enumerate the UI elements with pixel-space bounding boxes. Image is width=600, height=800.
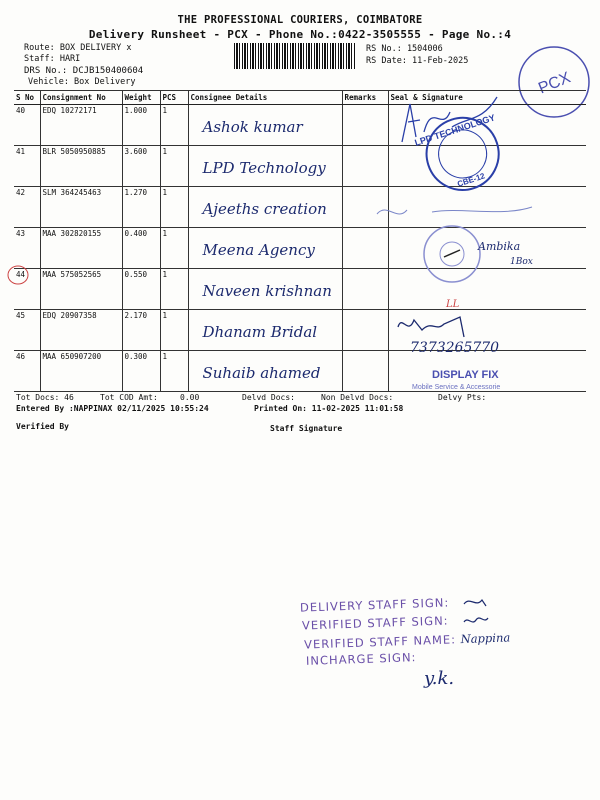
runsheet-subtitle: Delivery Runsheet - PCX - Phone No.:0422-3505555 - Page No.:4 — [88, 28, 512, 41]
drs-label: DRS No.: — [24, 66, 68, 76]
drs-number — [24, 66, 143, 76]
row-consignment: BLR 5050950885 — [40, 146, 122, 187]
lpd-stamp-sub: CBE-12 — [456, 171, 487, 189]
col-header-remarks: Remarks — [342, 91, 388, 105]
row-pcs: 1 — [160, 351, 188, 392]
consignee-handwriting: Ajeeths creation — [202, 200, 327, 218]
row-sno: 44 — [14, 269, 40, 310]
row-pcs: 1 — [160, 187, 188, 228]
row-sno: 42 — [14, 187, 40, 228]
row-consignee — [188, 351, 342, 392]
col-header-weight: Weight — [122, 91, 160, 105]
row-weight: 0.300 — [122, 351, 160, 392]
pcx-stamp-text: PCX — [536, 69, 574, 98]
incharge-sign-label: INCHARGE SIGN: — [305, 650, 417, 668]
lpd-stamp-text: LPD TECHNOLOGY — [413, 112, 497, 148]
verified-staff-name-label: VERIFIED STAFF NAME: — [303, 632, 457, 652]
consignee-handwriting: LPD Technology — [202, 159, 326, 177]
row-weight: 1.000 — [122, 105, 160, 146]
footer-tot-cod: Tot COD Amt: — [100, 393, 158, 402]
incharge-signature: y.k. — [424, 668, 455, 689]
footer-delvy-pts: Delvy Pts: — [438, 393, 487, 402]
circle-mark-icon — [6, 264, 30, 286]
col-header-sno: S No — [14, 91, 40, 105]
row-consignment: MAA 302820155 — [40, 228, 122, 269]
verified-by-label: Verified By — [16, 422, 69, 431]
staff-label: Staff: HARI — [24, 54, 81, 64]
row-pcs: 1 — [160, 310, 188, 351]
col-header-consignee: Consignee Details — [188, 91, 342, 105]
verified-staff-name-written: Nappina — [460, 630, 511, 647]
signature-row45-icon — [398, 317, 464, 337]
footer-delvd: Delvd Docs: — [242, 393, 295, 402]
row-consignment: EDQ 10272171 — [40, 105, 122, 146]
row-weight: 2.170 — [122, 310, 160, 351]
row43-note2: 1Box — [510, 257, 533, 267]
purple-stamp-line2 — [302, 613, 449, 632]
vehicle-label: Vehicle: Box Delivery — [28, 77, 136, 87]
display-fix-stamp: DISPLAY FIX — [432, 369, 499, 381]
row-consignee — [188, 105, 342, 146]
row-consignment: SLM 364245463 — [40, 187, 122, 228]
signature-overlay — [372, 92, 598, 392]
footer-non-delvd: Non Delvd Docs: — [321, 393, 394, 402]
row-weight: 0.400 — [122, 228, 160, 269]
footer-tot-cod-value: 0.00 — [180, 393, 200, 402]
row-consignee — [188, 310, 342, 351]
consignee-handwriting: Ashok kumar — [202, 118, 303, 136]
row-weight: 3.600 — [122, 146, 160, 187]
row-sno: 40 — [14, 105, 40, 146]
row43-stamp — [424, 226, 533, 282]
staff-signature-label: Staff Signature — [270, 424, 343, 433]
lpd-stamp — [412, 107, 514, 201]
drs-value: DCJB150400604 — [72, 66, 144, 76]
rs-date: RS Date: 11-Feb-2025 — [366, 56, 469, 66]
delivery-staff-sign-label: DELIVERY STAFF SIGN: — [299, 595, 450, 615]
col-header-consignment: Consignment No — [40, 91, 122, 105]
footer-entered-by: Entered By :NAPPINAX 02/11/2025 10:55:24 — [16, 404, 209, 413]
row-sno: 45 — [14, 310, 40, 351]
row-sno: 41 — [14, 146, 40, 187]
row-consignment: EDQ 20907358 — [40, 310, 122, 351]
row45-phone: 7373265770 — [410, 340, 500, 356]
row-consignee — [188, 146, 342, 187]
verified-staff-sign-label: VERIFIED STAFF SIGN: — [301, 613, 449, 633]
display-fix-sub: Mobile Service & Accessorie — [412, 384, 501, 391]
purple-stamp-line1 — [300, 595, 450, 614]
row-weight: 0.550 — [122, 269, 160, 310]
company-title: THE PROFESSIONAL COURIERS, COIMBATORE — [177, 14, 423, 26]
row-pcs: 1 — [160, 105, 188, 146]
row-sno: 46 — [14, 351, 40, 392]
purple-stamp-line4 — [306, 650, 417, 668]
col-header-seal: Seal & Signature — [388, 91, 586, 105]
row-pcs: 1 — [160, 146, 188, 187]
row-pcs: 1 — [160, 228, 188, 269]
consignee-handwriting: Dhanam Bridal — [202, 323, 318, 341]
consignee-handwriting: Meena Agency — [202, 241, 315, 259]
staff-sign-scribble-icon — [462, 594, 522, 634]
row-consignee — [188, 228, 342, 269]
row-consignment: MAA 575052565 — [40, 269, 122, 310]
barcode — [234, 43, 356, 69]
rs-number: RS No.: 1504006 — [366, 44, 443, 54]
consignee-handwriting: Naveen krishnan — [202, 282, 332, 300]
row-consignee — [188, 269, 342, 310]
signature-row42-icon — [377, 207, 532, 214]
footer-tot-docs: Tot Docs: 46 — [16, 393, 74, 402]
row-consignee — [188, 187, 342, 228]
row44-note: LL — [446, 299, 460, 310]
row-weight: 1.270 — [122, 187, 160, 228]
row-pcs: 1 — [160, 269, 188, 310]
col-header-pcs: PCS — [160, 91, 188, 105]
consignee-handwriting: Suhaib ahamed — [202, 364, 321, 382]
row43-note: Ambika — [478, 240, 521, 253]
route-label: Route: BOX DELIVERY x — [24, 43, 132, 53]
row-consignment: MAA 650907200 — [40, 351, 122, 392]
footer-printed-on: Printed On: 11-02-2025 11:01:58 — [254, 404, 404, 413]
row-sno: 43 — [14, 228, 40, 269]
